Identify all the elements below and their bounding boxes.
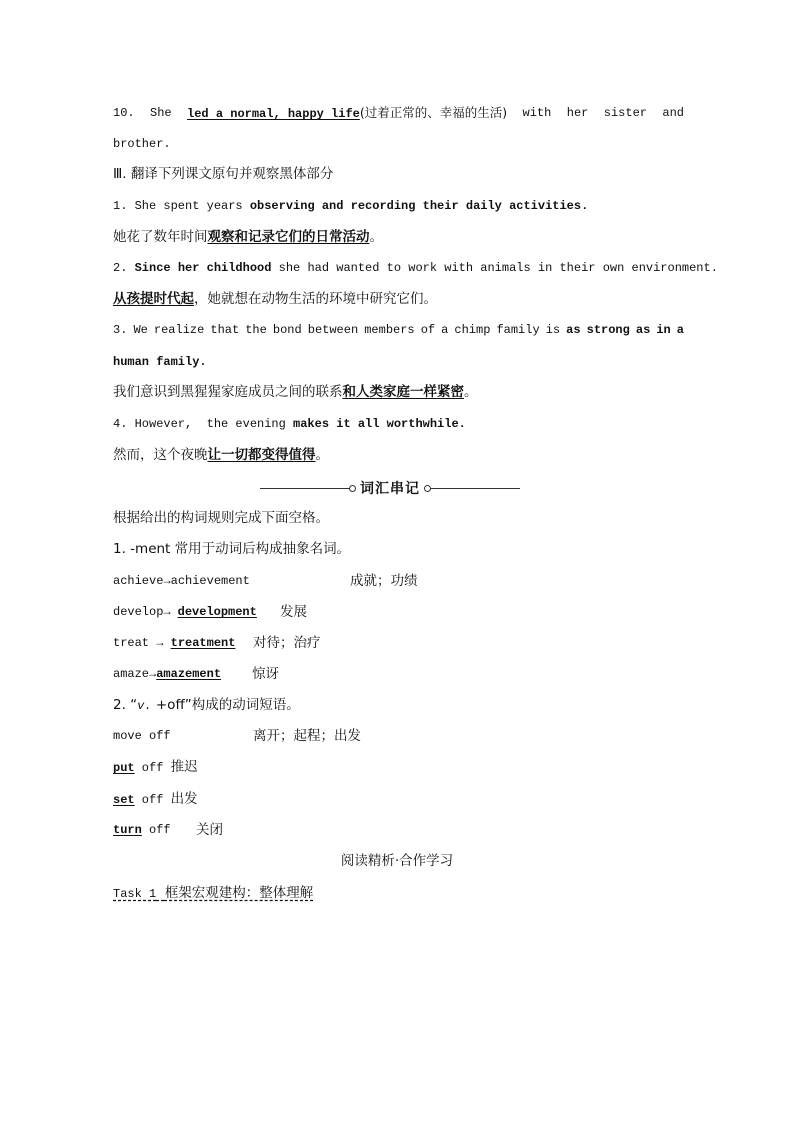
arrow-icon: → (163, 605, 171, 619)
vocab-rule1: 1. -ment 常用于动词后构成抽象名词。 (113, 541, 351, 557)
q10-answer-phrase: led a normal, happy life (187, 107, 360, 121)
sentence3-word: is (545, 323, 561, 337)
ment-meaning: 成就；功绩 (350, 573, 418, 589)
sentence3-cn-end: 。 (464, 384, 478, 400)
ment-meaning: 对待；治疗 (253, 635, 321, 651)
q10-line2: brother. (113, 137, 171, 151)
sentence3-cn-bold: 和人类家庭一样紧密 (342, 384, 464, 400)
off-verb: set (113, 793, 135, 807)
off-item-row (113, 820, 684, 840)
off-item-row (113, 789, 684, 810)
sentence3-word: the (245, 323, 267, 337)
sentence3-word: that (210, 323, 240, 337)
off-item-row (113, 726, 684, 746)
sentence3-word: members (364, 323, 415, 337)
task1-line (113, 883, 684, 904)
sentence1-cn (113, 227, 684, 247)
ment-item-row (113, 664, 684, 684)
off-verb: move (113, 729, 142, 743)
sentence4-en (113, 414, 684, 434)
ment-item-row (113, 633, 684, 653)
task1-label: Task 1 (113, 887, 157, 901)
sentence3-word: between (307, 323, 359, 337)
q10-number: 10. (113, 106, 135, 120)
arrow-icon: → (149, 667, 157, 681)
sentence3-word: We (133, 323, 148, 337)
divider-rule-right (428, 488, 520, 489)
ment-base-word: amaze (113, 667, 150, 681)
sentence3-bold-word: as (635, 323, 651, 337)
off-meaning: 离开；起程；出发 (253, 728, 361, 744)
off-meaning: 推迟 (170, 759, 198, 775)
sentence2-en-bold: Since her childhood (134, 261, 272, 275)
arrow-icon: → (163, 574, 171, 588)
sentence3-word: 3. (113, 323, 128, 337)
q10-word: and (662, 106, 684, 120)
ment-answer-word: development (177, 605, 257, 619)
task1-title: 框架宏观建构：整体理解 (164, 885, 314, 901)
q10-word: sister (603, 106, 647, 120)
sentence3-bold-word: in (656, 323, 671, 337)
off-verb: put (113, 761, 135, 775)
ment-meaning: 发展 (280, 604, 307, 620)
sentence1-cn-end: 。 (369, 229, 383, 245)
q10-note: (过着正常的、幸福的生活) (359, 105, 508, 120)
q10-phrase (187, 103, 507, 124)
sentence2-cn (113, 289, 684, 309)
sentence3-word: bond (272, 323, 302, 337)
sentence1-en-text: 1. She spent years (113, 199, 250, 213)
sentence4-cn-text: 然而，这个夜晚 (113, 447, 208, 463)
sentence3-cn (113, 382, 684, 402)
vocab-rule2 (113, 695, 684, 716)
rule2-suffix: +off”构成的动词短语。 (151, 697, 300, 713)
sentence1-en (113, 196, 684, 216)
rule2-prefix: 2. “ (113, 697, 138, 713)
vocab-intro: 根据给出的构词规则完成下面空格。 (113, 510, 329, 526)
sentence1-en-bold: observing and recording their daily activities. (249, 199, 589, 213)
q10-word: She (150, 106, 172, 120)
sentence1-cn-bold: 观察和记录它们的日常活动 (207, 229, 370, 245)
q10-line (113, 103, 684, 124)
ment-answer-word: achievement (170, 574, 250, 588)
sentence3-word: realize (153, 323, 205, 337)
sentence4-cn-bold: 让一切都变得值得 (207, 447, 316, 463)
sentence4-cn-end: 。 (315, 447, 329, 463)
arrow-icon: → (149, 636, 171, 650)
off-particle: off (134, 793, 171, 807)
rule2-v: v. (137, 699, 152, 713)
off-particle: off (141, 823, 171, 837)
sentence4-cn (113, 445, 684, 465)
ment-item-row (113, 571, 684, 591)
sentence1-cn-text: 她花了数年时间 (113, 229, 208, 245)
off-item-row (113, 757, 684, 778)
sentence4-en-bold: makes it all worthwhile. (293, 417, 466, 431)
q10-word: with (522, 106, 552, 120)
off-particle: off (134, 761, 171, 775)
ment-answer-word: treatment (170, 636, 236, 650)
sentence3-bold-word: strong (586, 323, 630, 337)
ment-item-row (113, 602, 684, 622)
sentence3-en (113, 320, 684, 340)
off-meaning: 出发 (170, 791, 198, 807)
off-particle: off (141, 729, 171, 743)
vocab-section-divider (260, 478, 520, 498)
sentence3-word: a (441, 323, 449, 337)
sentence3-word: of (420, 323, 436, 337)
vocab-section-title: 词汇串记 (360, 481, 420, 497)
section3-heading: Ⅲ. 翻译下列课文原句并观察黑体部分 (113, 166, 334, 182)
ment-answer-word: amazement (156, 667, 222, 681)
sentence3-en-line2: human family. (113, 355, 207, 369)
sentence3-bold-word: as (566, 323, 581, 337)
sentence3-cn-text: 我们意识到黑猩猩家庭成员之间的联系 (113, 384, 343, 400)
sentence3-word: chimp (454, 323, 491, 337)
sentence2-en-text: she had wanted to work with animals in their own environment. (271, 261, 718, 275)
sentence3-word: family (496, 323, 540, 337)
sentence2-en (113, 258, 718, 278)
ment-base-word: achieve (113, 574, 164, 588)
sentence2-cn-text: ，她就想在动物生活的环境中研究它们。 (194, 291, 437, 307)
sentence2-cn-bold: 从孩提时代起 (113, 291, 194, 307)
ment-meaning: 惊讶 (252, 666, 279, 682)
reading-heading: 阅读精析·合作学习 (340, 853, 454, 869)
divider-rule-left (260, 488, 352, 489)
task1-underlined (113, 885, 313, 900)
off-meaning: 关闭 (196, 822, 223, 838)
ment-base-word: develop (113, 605, 164, 619)
sentence4-en-text: 4. However, the evening (113, 417, 294, 431)
off-verb: turn (113, 823, 142, 837)
sentence3-bold-word: a (676, 323, 684, 337)
q10-word: her (566, 106, 589, 120)
ment-base-word: treat (113, 636, 150, 650)
sentence2-en-num: 2. (113, 261, 135, 275)
